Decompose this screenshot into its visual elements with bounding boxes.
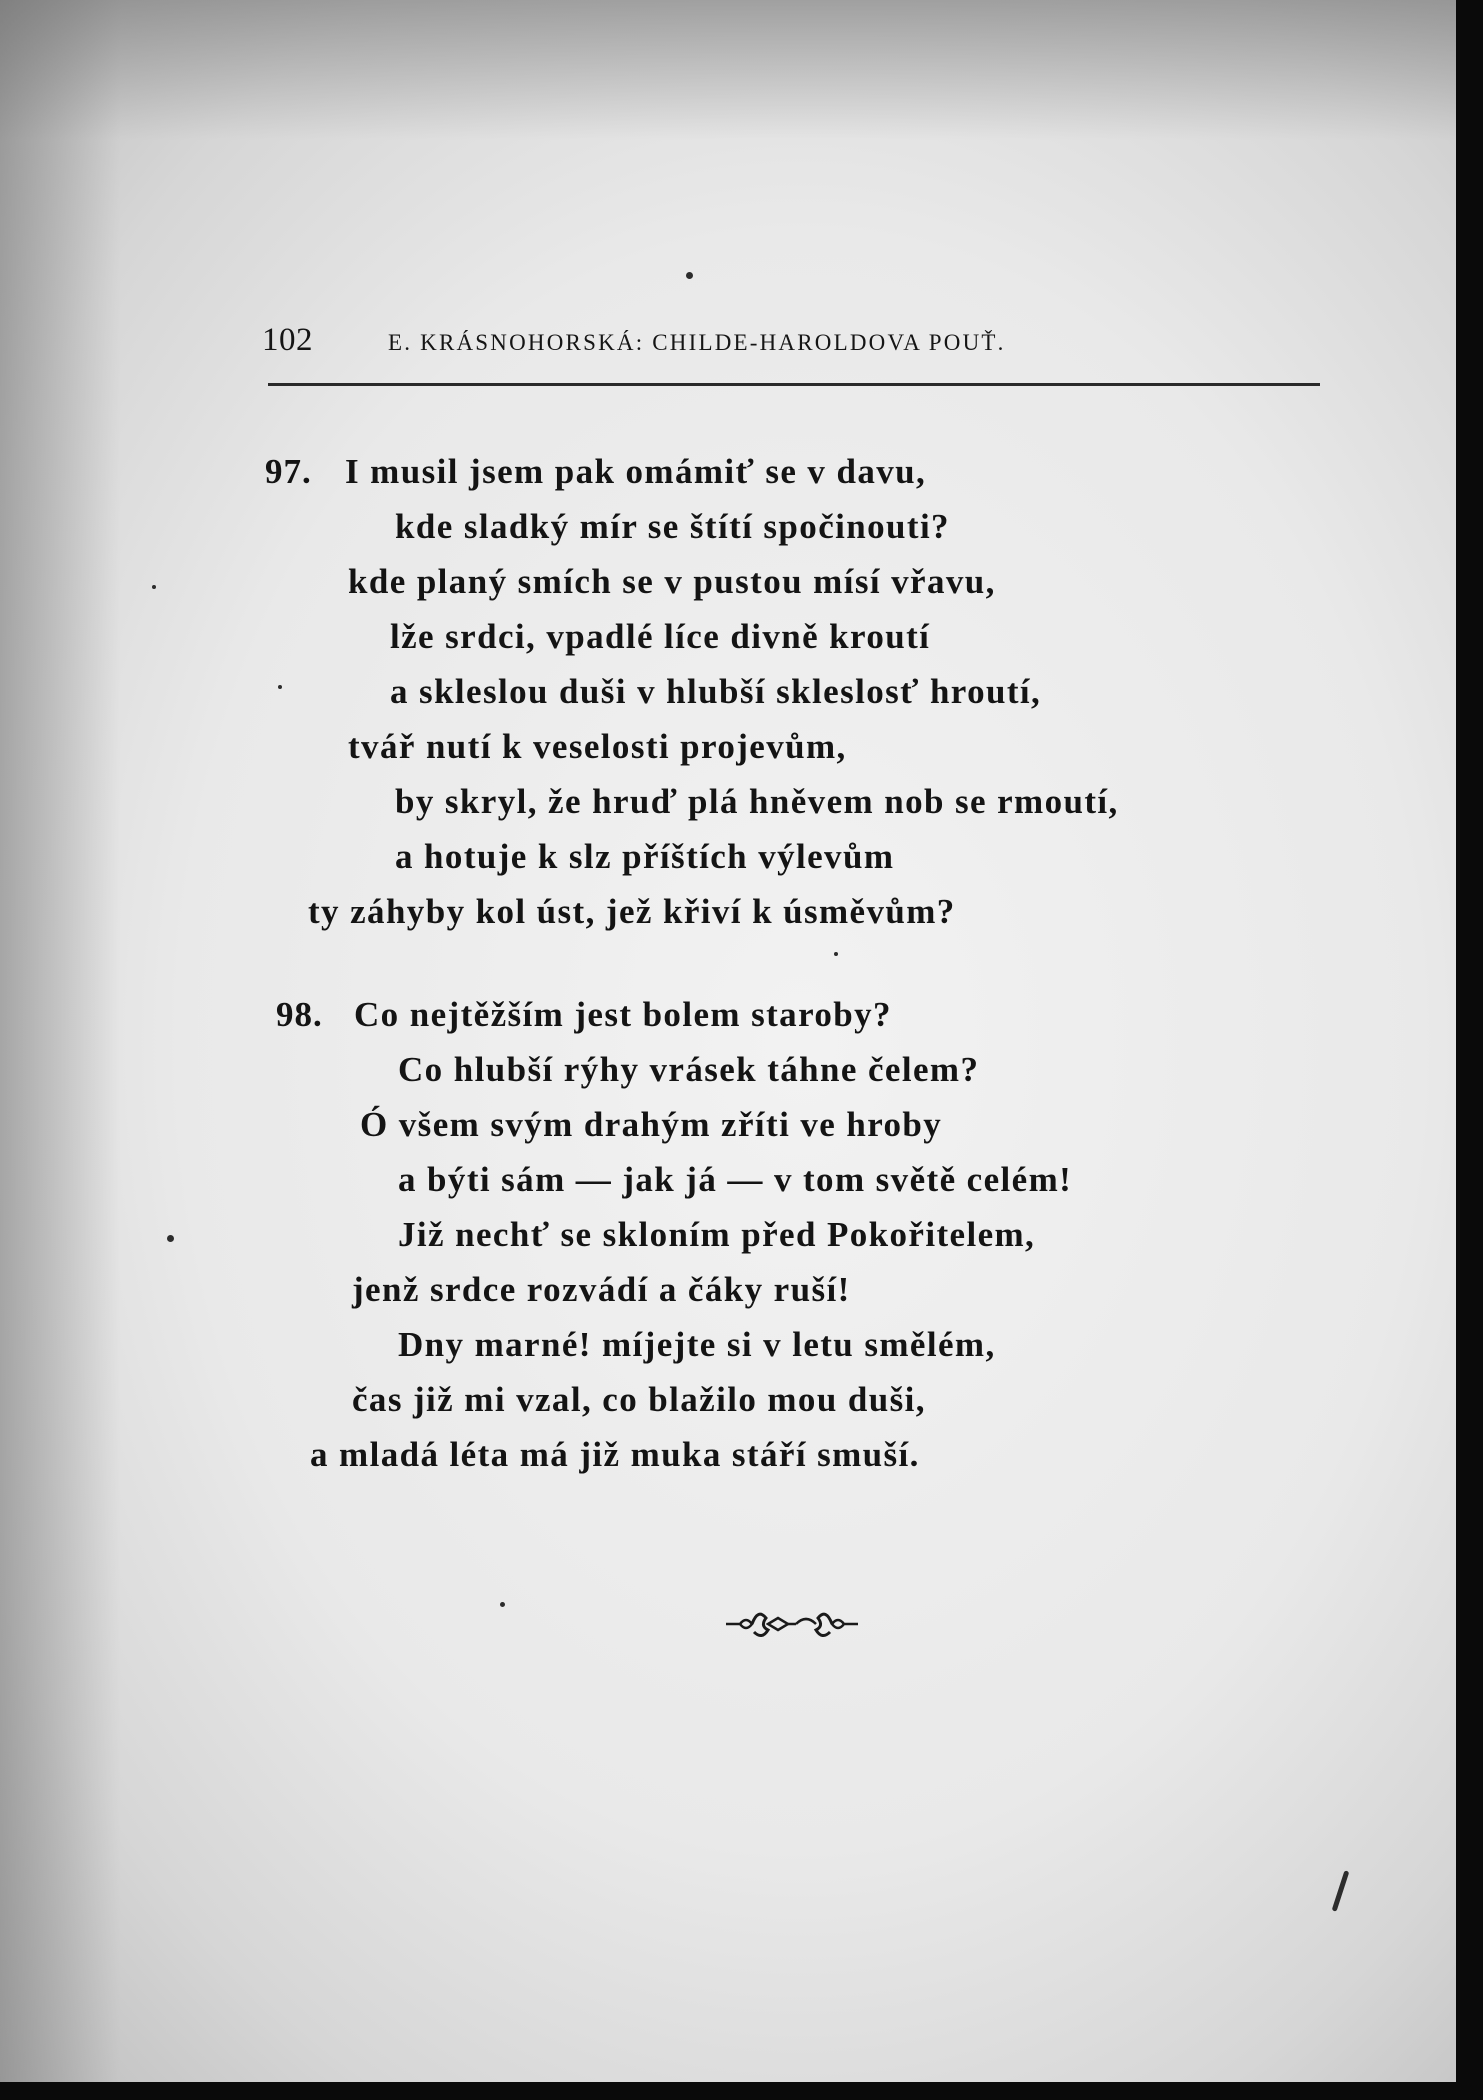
print-speck (500, 1602, 505, 1607)
verse-line: Ó všem svým drahým zříti ve hroby (360, 1105, 943, 1144)
verse-line: lže srdci, vpadlé líce divně kroutí (390, 617, 931, 656)
page-header (262, 322, 1320, 362)
verse-line: a mladá léta má již muka stáří smuší. (310, 1435, 920, 1474)
verse-line: Co nejtěžším jest bolem staroby? (354, 995, 892, 1034)
verse-line: I musil jsem pak omámiť se v davu, (345, 452, 927, 491)
print-speck (834, 952, 838, 956)
print-speck (278, 685, 282, 689)
verse-line: a hotuje k slz příštích výlevům (395, 837, 895, 876)
verse-line: Co hlubší rýhy vrásek táhne čelem? (398, 1050, 980, 1089)
book-spine-shadow (1456, 0, 1483, 2100)
verse-line: jenž srdce rozvádí a čáky ruší! (352, 1270, 851, 1309)
verse-line: by skryl, že hruď plá hněvem nob se rmoutí, (395, 782, 1119, 821)
print-speck (152, 585, 156, 589)
print-speck (686, 272, 693, 279)
stanza-number: 98. (276, 995, 323, 1034)
verse-line: a býti sám — jak já — v tom světě celém! (398, 1160, 1073, 1199)
print-speck (1332, 1870, 1350, 1911)
verse-line: a skleslou duši v hlubší skleslosť hroutí, (390, 672, 1042, 711)
verse-line: tvář nutí k veselosti projevům, (348, 727, 847, 766)
stanza-number: 97. (265, 452, 312, 491)
verse-line: Dny marné! míjejte si v letu smělém, (398, 1325, 996, 1364)
scroll-flourish-ornament (722, 1604, 862, 1644)
running-title: E. KRÁSNOHORSKÁ: CHILDE-HAROLDOVA POUŤ. (388, 330, 1006, 355)
page-number: 102 (262, 322, 313, 358)
verse-line: ty záhyby kol úst, jež křiví k úsměvům? (308, 892, 956, 931)
verse-line: Již nechť se skloním před Pokořitelem, (398, 1215, 1036, 1254)
header-rule (268, 383, 1320, 386)
verse-line: kde sladký mír se štítí spočinouti? (395, 507, 950, 546)
verse-line: čas již mi vzal, co blažilo mou duši, (352, 1380, 926, 1419)
verse-line: kde planý smích se v pustou mísí vřavu, (348, 562, 996, 601)
page-bottom-edge (0, 2082, 1483, 2100)
print-speck (167, 1235, 174, 1242)
